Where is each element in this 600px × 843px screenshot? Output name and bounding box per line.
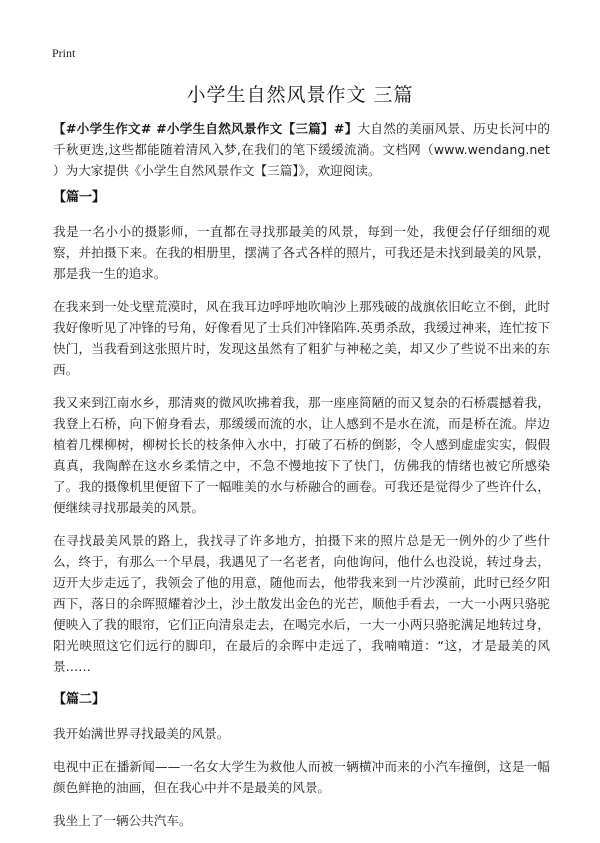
intro-text: 大自然的美丽风景、历史长河中的千秋更迭,这些都能随着清风入梦,在我们的笔下缓缓流淌。文档网（www.wendang.net ）为大家提供《小学生自然风景作文【三篇】》，欢迎阅读。: [53, 121, 551, 178]
paragraph: 在寻找最美风景的路上，我找寻了许多地方，拍摄下来的照片总是无一例外的少了些什么，终于，有那么一个早晨，我遇见了一名老者，向他询问，他什么也没说，转过身去，迈开大步走远了，我领会了他的用意，随他而去，他带我来到一片沙漠前，此时已经夕阳西下，落日的余晖照耀着沙土，沙土散发出金色的光芒，顺他手看去，一大一小两只骆驼便映入了我的眼帘，它们正向清泉走去，在喝完水后，一大一小两只骆驼满足地转过身，阳光映照这它们远行的脚印，在最后的余晖中走远了，我喃喃道：“这，才是最美的风景……: [53, 533, 550, 674]
page-title: 小学生自然风景作文 三篇: [186, 84, 414, 106]
intro-paragraph: [53, 118, 550, 181]
paragraph: 在我来到一处戈壁荒漠时，风在我耳边呼呼地吹响沙上那残破的战旗依旧屹立不倒，此时我好像听见了冲锋的号角，好像看见了士兵们冲锋陷阵.英勇杀敌，我缓过神来，连忙按下快门，当我看到这张照片时，发现这虽然有了粗犷与神秘之美，却又少了些说不出来的东西。: [53, 299, 550, 377]
paragraph: 我坐上了一辆公共汽车。: [53, 813, 192, 828]
paragraph: 我是一名小小的摄影师，一直都在寻找那最美的风景，每到一处，我便会仔仔细细的观察，并拍摄下来。在我的相册里，摆满了各式各样的照片，可我还是未找到最美的风景，那是我一生的追求。: [53, 224, 550, 281]
intro-tags: 【#小学生作文# #小学生自然风景作文【三篇】#】: [53, 121, 358, 136]
paragraph: 我又来到江南水乡，那清爽的微风吹拂着我，那一座座简陋的而又复杂的石桥震撼着我，我登上石桥，向下俯身看去，那缓缓而流的水，让人感到不是水在流，而是桥在流。岸边植着几棵柳树，柳树长长的枝条伸入水中，打破了石桥的倒影，令人感到虚虚实实，假假真真，我陶醉在这水乡柔情之中，不急不慢地按下了快门，仿佛我的情绪也被它所感染了。我的摄像机里便留下了一幅唯美的水与桥融合的画卷。可我还是觉得少了些许什么，便继续寻找那最美的风景。: [53, 395, 550, 515]
paragraph: 我开始满世界寻找最美的风景。: [53, 726, 230, 741]
print-link[interactable]: Print: [52, 46, 76, 60]
article-body: [53, 118, 550, 843]
section-heading-1: 【篇一】: [53, 190, 106, 205]
paragraph: 电视中正在播新闻——一名女大学生为救他人而被一辆横冲而来的小汽车撞倒，这是一幅颜色鲜艳的油画，但在我心中并不是最美的风景。: [53, 759, 550, 795]
section-heading-2: 【篇二】: [53, 692, 106, 707]
